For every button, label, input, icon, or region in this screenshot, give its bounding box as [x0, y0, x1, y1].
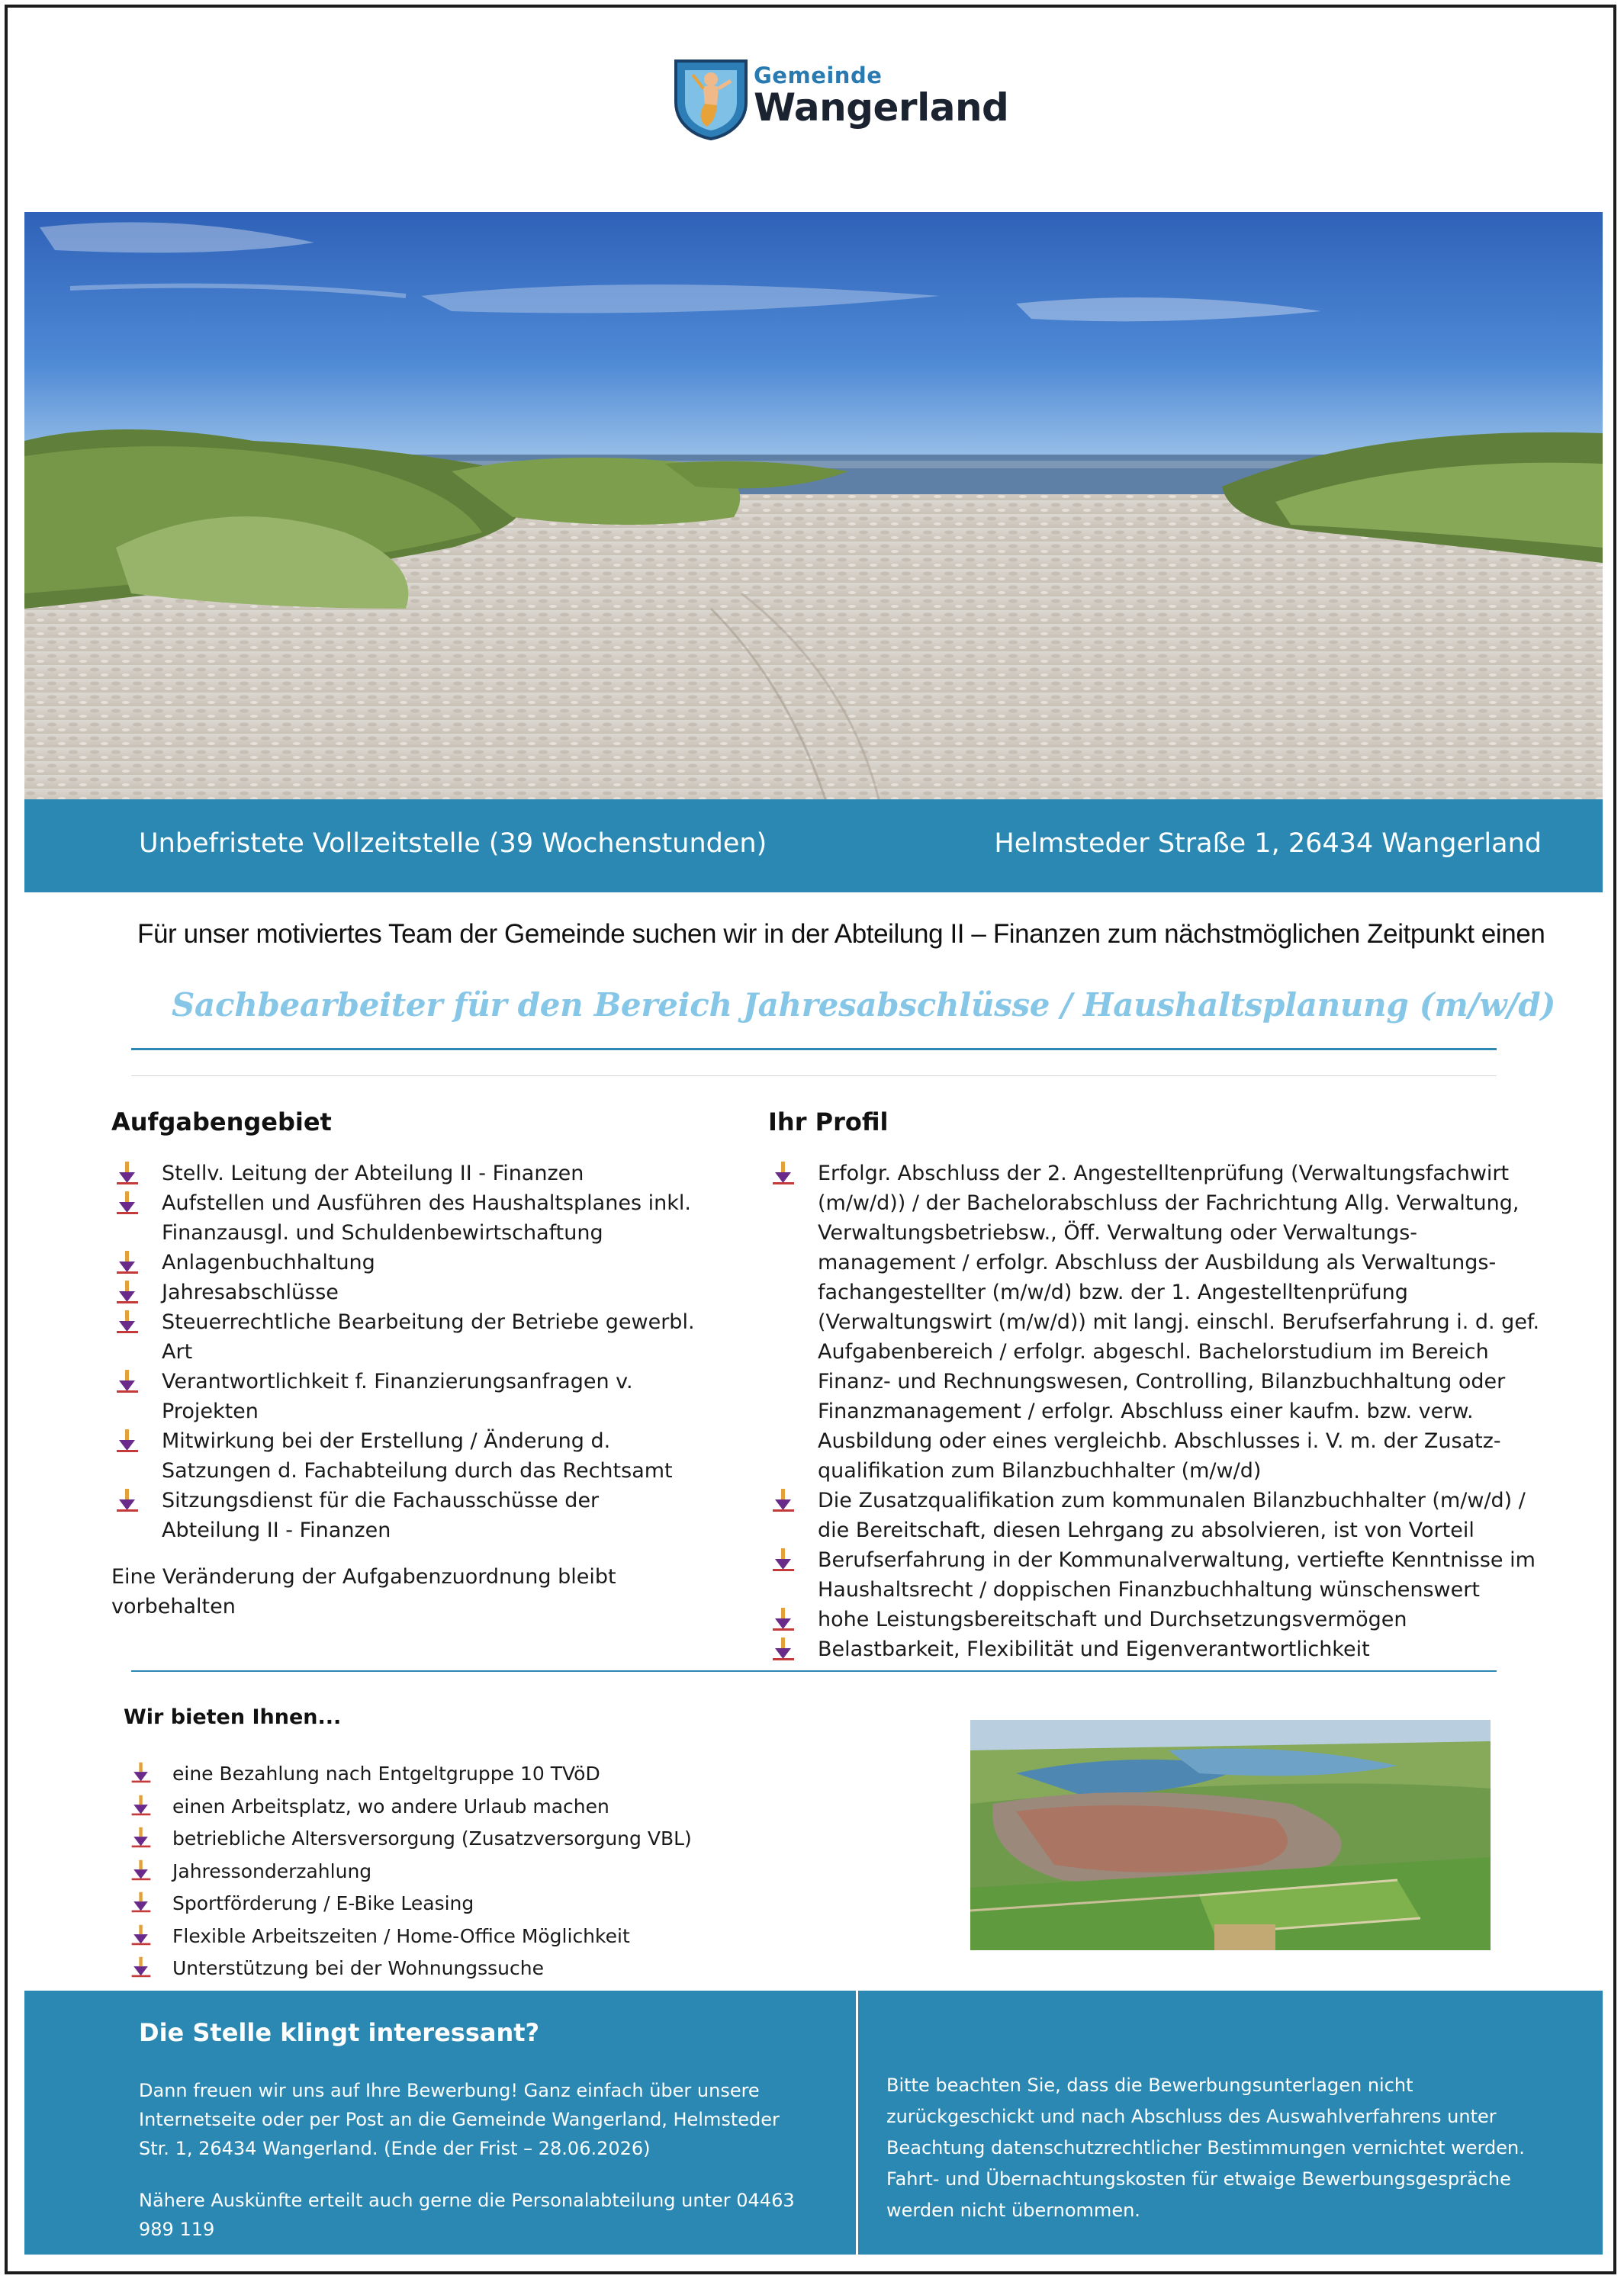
tasks-note-line: Eine Veränderung der Aufgabenzuordnung bleibt [111, 1565, 616, 1589]
list-item [130, 1791, 692, 1824]
arrow-bullet-icon [114, 1368, 140, 1394]
list-item-line: Projekten [162, 1400, 259, 1423]
tasks-note [111, 1562, 616, 1622]
arrow-bullet-icon [114, 1428, 140, 1454]
footer-line: werden nicht übernommen. [886, 2200, 1140, 2221]
arrow-bullet-icon [130, 1956, 153, 1978]
footer-line: zurückgeschickt und nach Abschluss des Auswahlverfahrens unter [886, 2106, 1497, 2127]
list-item-line: Verantwortlichkeit f. Finanzierungsanfragen v. [162, 1370, 633, 1393]
list-item-line: Aufgabenbereich / erfolgr. abgeschl. Bachelorstudium im Bereich [818, 1340, 1489, 1364]
list-item [130, 1856, 692, 1888]
arrow-bullet-icon [114, 1190, 140, 1216]
profile-heading: Ihr Profil [768, 1107, 889, 1136]
list-item-line: Die Zusatzqualifikation zum kommunalen Bilanzbuchhalter (m/w/d) / [818, 1489, 1526, 1512]
list-item-line: Jahresabschlüsse [162, 1281, 339, 1304]
list-item-line: Satzungen d. Fachabteilung durch das Rechtsamt [162, 1459, 673, 1483]
list-item-line: Finanzausgl. und Schuldenbewirtschaftung [162, 1221, 603, 1245]
list-item [770, 1545, 1579, 1605]
list-item [130, 1888, 692, 1920]
logo-line-gemeinde: Gemeinde [754, 63, 883, 88]
tasks-note-line: vorbehalten [111, 1595, 236, 1618]
arrow-bullet-icon [770, 1606, 796, 1632]
list-item-line: Anlagenbuchhaltung [162, 1251, 375, 1274]
title-underline [131, 1048, 1497, 1050]
list-item [114, 1159, 786, 1188]
arrow-bullet-icon [114, 1279, 140, 1305]
logo-line-wangerland: Wangerland [754, 85, 1009, 130]
list-item-line: fachangestellter (m/w/d) bzw. der 1. Angestelltenprüfung [818, 1281, 1408, 1304]
list-item [114, 1426, 786, 1486]
list-item [770, 1605, 1579, 1634]
list-item-line: Berufserfahrung in der Kommunalverwaltung, vertiefte Kenntnisse im [818, 1548, 1536, 1572]
list-item-text: betriebliche Altersversorgung (Zusatzversorgung VBL) [172, 1827, 692, 1850]
employer-address: Helmsteder Straße 1, 26434 Wangerland [994, 828, 1542, 859]
arrow-bullet-icon [130, 1924, 153, 1946]
list-item-line: (Verwaltungswirt (m/w/d)) mit langj. einschl. Berufserfahrung i. d. gef. [818, 1310, 1540, 1334]
list-item-line: qualifikation zum Bilanzbuchhalter (m/w/d) [818, 1459, 1262, 1483]
list-item-line: Steuerrechtliche Bearbeitung der Betriebe gewerbl. [162, 1310, 695, 1334]
contact-info [139, 2186, 795, 2244]
list-item-line: hohe Leistungsbereitschaft und Durchsetzungsvermögen [818, 1608, 1407, 1631]
list-item [114, 1188, 786, 1248]
list-item-text: einen Arbeitsplatz, wo andere Urlaub machen [172, 1795, 609, 1818]
list-item-line: Finanz- und Rechnungswesen, Controlling, Bilanzbuchhaltung oder [818, 1370, 1506, 1393]
tasks-heading: Aufgabengebiet [111, 1107, 332, 1136]
job-info-bar [24, 799, 1603, 892]
list-item-line: Haushaltsrecht / doppischen Finanzbuchhaltung wünschenswert [818, 1578, 1480, 1602]
arrow-bullet-icon [770, 1487, 796, 1513]
list-item-text: Flexible Arbeitszeiten / Home-Office Möglichkeit [172, 1924, 630, 1947]
profile-list [770, 1159, 1579, 1664]
aerial-village-image [970, 1720, 1491, 1950]
arrow-bullet-icon [130, 1891, 153, 1914]
municipality-logo [673, 58, 1009, 148]
footer-line: Bitte beachten Sie, dass die Bewerbungsunterlagen nicht [886, 2075, 1413, 2096]
arrow-bullet-icon [770, 1547, 796, 1573]
arrow-bullet-icon [130, 1761, 153, 1784]
arrow-bullet-icon [770, 1160, 796, 1186]
list-item [114, 1307, 786, 1367]
list-item-line: die Bereitschaft, diesen Lehrgang zu absolvieren, ist von Vorteil [818, 1519, 1474, 1542]
application-footer [24, 1991, 1603, 2255]
list-item-line: Sitzungsdienst für die Fachausschüsse der [162, 1489, 600, 1512]
coat-of-arms-icon [673, 58, 749, 140]
employment-type: Unbefristete Vollzeitstelle (39 Wochenstunden) [139, 828, 767, 859]
list-item-line: Verwaltungsbetriebsw., Öff. Verwaltung oder Verwaltungs- [818, 1221, 1418, 1245]
privacy-notice [886, 2070, 1525, 2226]
job-posting-page [5, 5, 1616, 2274]
list-item-text: Unterstützung bei der Wohnungssuche [172, 1957, 544, 1979]
list-item-line: Finanzmanagement / erfolgr. Abschluss einer kaufm. bzw. verw. [818, 1400, 1474, 1423]
list-item-text: eine Bezahlung nach Entgeltgruppe 10 TVöD [172, 1763, 600, 1785]
offers-divider [131, 1670, 1497, 1672]
list-item [130, 1823, 692, 1856]
list-item [130, 1758, 692, 1791]
arrow-bullet-icon [130, 1794, 153, 1817]
footer-line: Beachtung datenschutzrechtlicher Bestimmungen vernichtet werden. [886, 2137, 1525, 2158]
job-title: Sachbearbeiter für den Bereich Jahresabschlüsse / Haushaltsplanung (m/w/d) [172, 986, 1556, 1024]
arrow-bullet-icon [114, 1487, 140, 1513]
arrow-bullet-icon [770, 1636, 796, 1662]
list-item-line: Mitwirkung bei der Erstellung / Änderung d. [162, 1429, 611, 1453]
list-item-line: Ausbildung oder eines vergleichb. Abschlusses i. V. m. der Zusatz- [818, 1429, 1501, 1453]
list-item-line: (m/w/d)) / der Bachelorabschluss der Fachrichtung Allg. Verwaltung, [818, 1191, 1519, 1215]
footer-line: Str. 1, 26434 Wangerland. (Ende der Frist – 28.06.2026) [139, 2138, 651, 2159]
arrow-bullet-icon [114, 1249, 140, 1275]
list-item [114, 1367, 786, 1426]
tasks-list [114, 1159, 786, 1545]
list-item-line: Aufstellen und Ausführen des Haushaltsplanes inkl. [162, 1191, 691, 1215]
footer-line: Fahrt- und Übernachtungskosten für etwaige Bewerbungsgespräche [886, 2168, 1511, 2190]
arrow-bullet-icon [114, 1160, 140, 1186]
list-item [114, 1248, 786, 1278]
list-item-line: Belastbarkeit, Flexibilität und Eigenverantwortlichkeit [818, 1638, 1370, 1661]
application-instructions [139, 2076, 780, 2163]
arrow-bullet-icon [130, 1859, 153, 1882]
offers-list [130, 1758, 692, 1985]
list-item-line: Stellv. Leitung der Abteilung II - Finanzen [162, 1162, 584, 1185]
list-item-line: Abteilung II - Finanzen [162, 1519, 391, 1542]
list-item [114, 1278, 786, 1307]
footer-heading: Die Stelle klingt interessant? [139, 2018, 540, 2047]
list-item [770, 1634, 1579, 1664]
list-item-line: Erfolgr. Abschluss der 2. Angestelltenprüfung (Verwaltungsfachwirt [818, 1162, 1510, 1185]
intro-text: Für unser motiviertes Team der Gemeinde suchen wir in der Abteilung II – Finanzen zum nächstmöglichen Zeitpunkt einen [137, 919, 1545, 949]
footer-line: Internetseite oder per Post an die Gemeinde Wangerland, Helmsteder [139, 2109, 780, 2130]
list-item-line: Art [162, 1340, 193, 1364]
list-item [770, 1159, 1579, 1486]
list-item [770, 1486, 1579, 1545]
section-divider-thin [131, 1075, 1497, 1076]
footer-divider [856, 1991, 858, 2255]
list-item [114, 1486, 786, 1545]
list-item [130, 1953, 692, 1985]
arrow-bullet-icon [130, 1826, 153, 1849]
footer-line: Nähere Auskünfte erteilt auch gerne die Personalabteilung unter 04463 [139, 2190, 795, 2211]
arrow-bullet-icon [114, 1309, 140, 1335]
footer-line: 989 119 [139, 2219, 215, 2240]
list-item [130, 1920, 692, 1953]
list-item-line: management / erfolgr. Abschluss der Ausbildung als Verwaltungs- [818, 1251, 1497, 1274]
list-item-text: Sportförderung / E-Bike Leasing [172, 1892, 474, 1914]
offers-heading: Wir bieten Ihnen... [124, 1705, 342, 1729]
list-item-text: Jahressonderzahlung [172, 1859, 372, 1882]
footer-line: Dann freuen wir uns auf Ihre Bewerbung! Ganz einfach über unsere [139, 2080, 760, 2101]
hero-beach-image [24, 212, 1603, 799]
